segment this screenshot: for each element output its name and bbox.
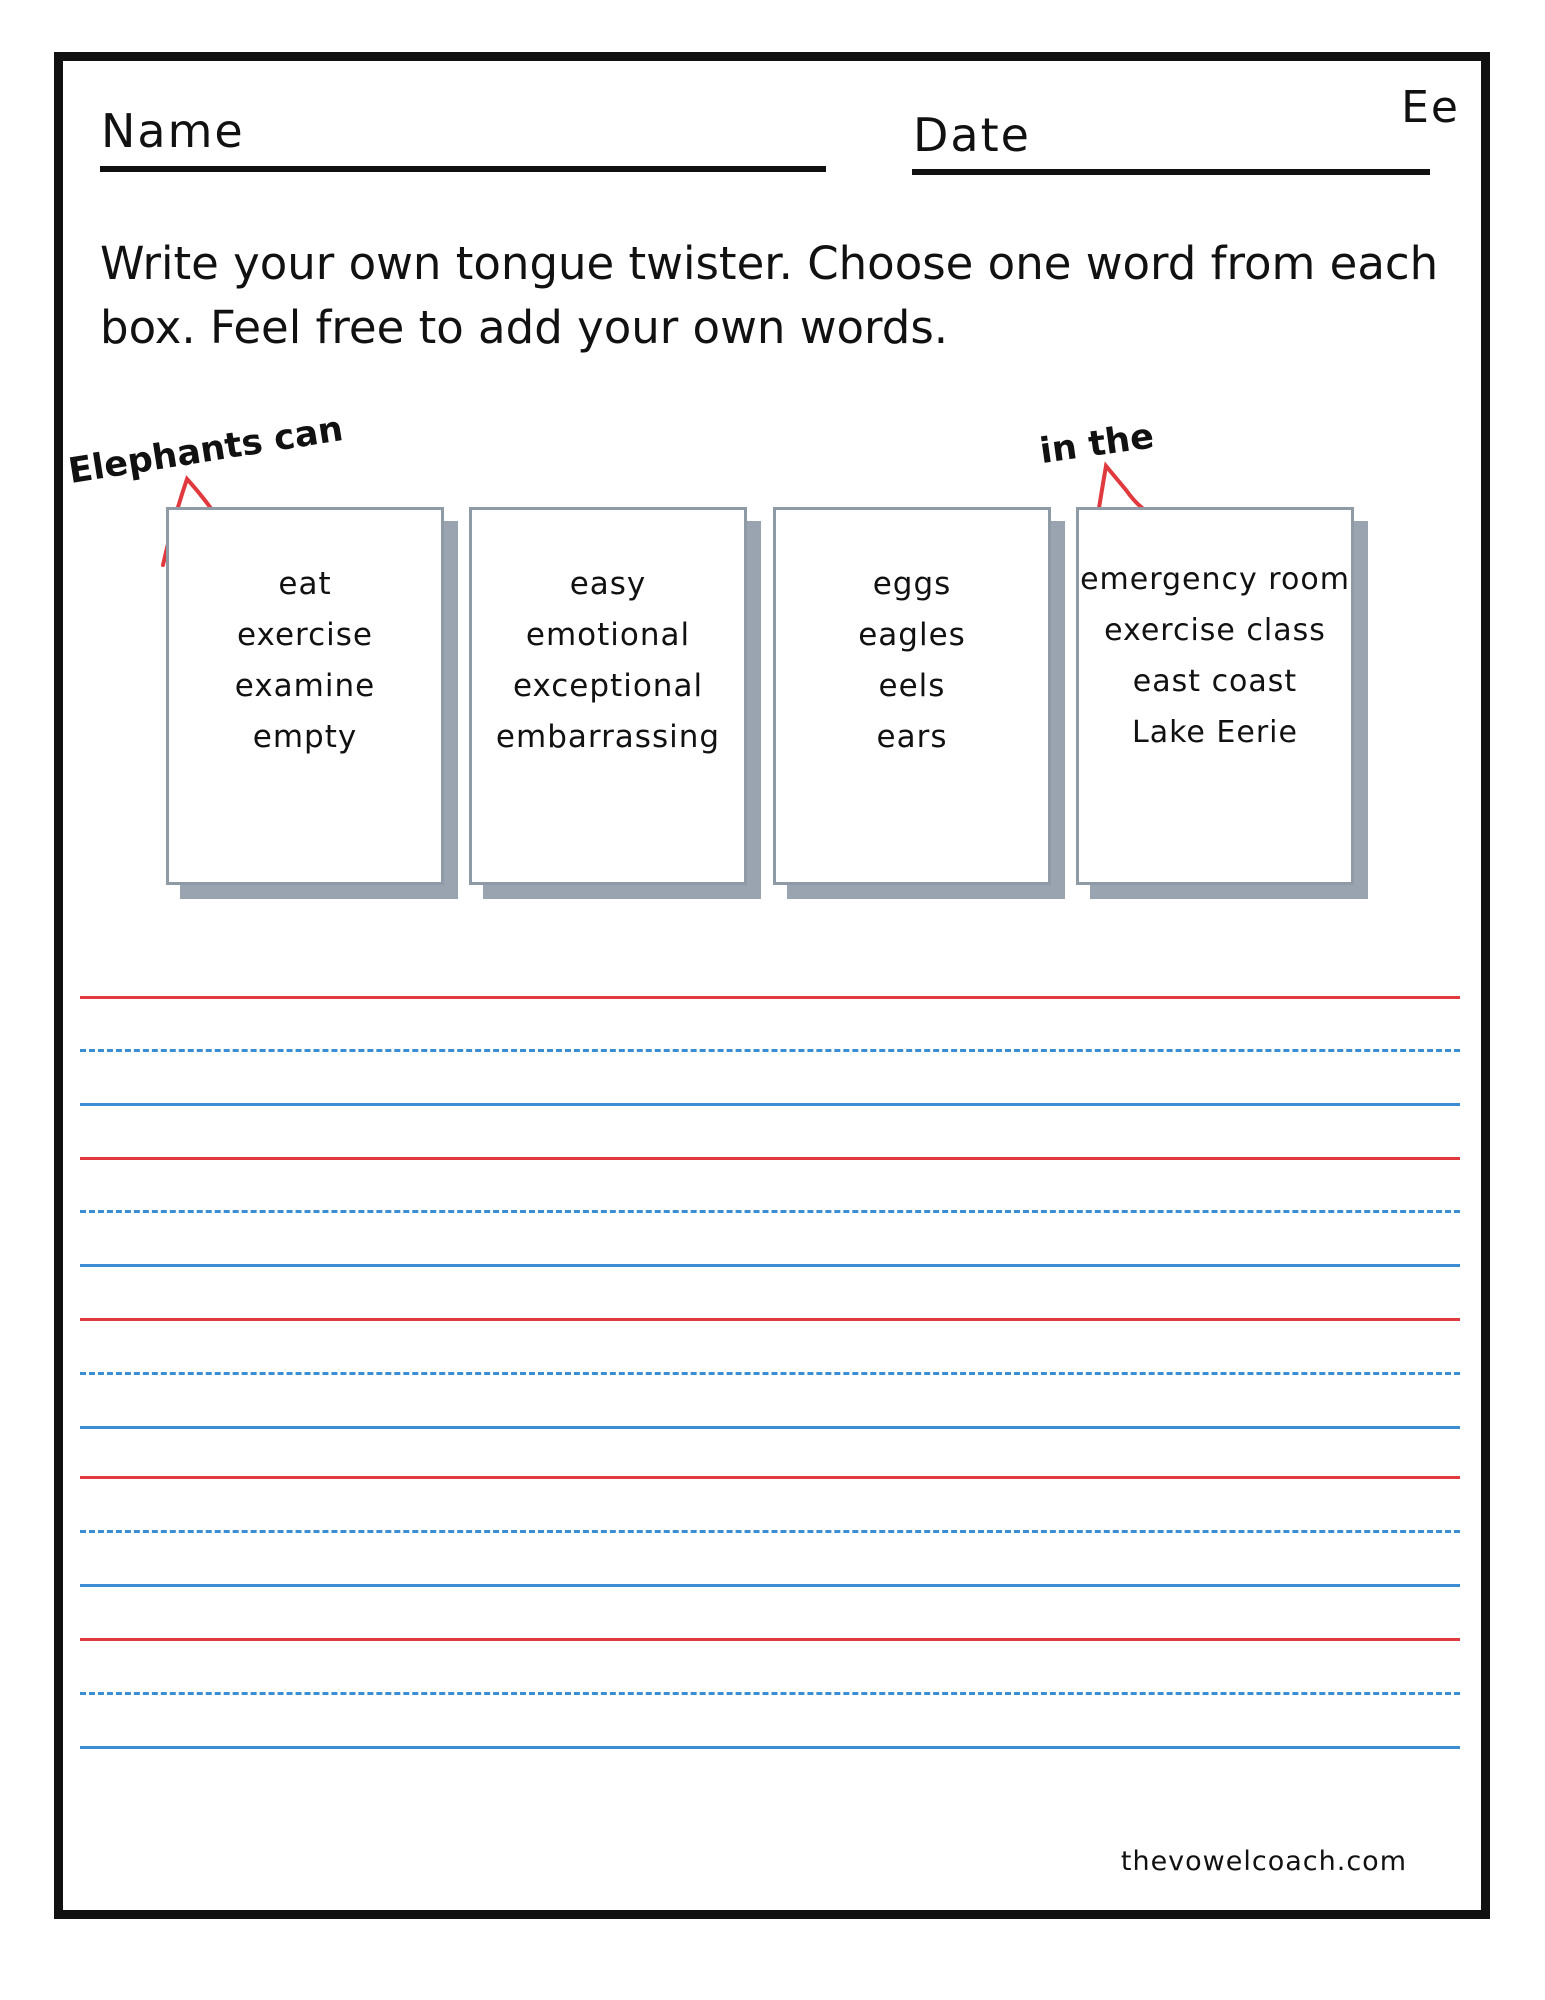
baseline bbox=[80, 1426, 1460, 1429]
midline bbox=[80, 1210, 1460, 1213]
baseline bbox=[80, 1264, 1460, 1267]
word-item: eagles bbox=[858, 617, 966, 653]
annotation-in-the: in the bbox=[1037, 416, 1157, 472]
top-line bbox=[80, 1318, 1460, 1321]
word-item: eat bbox=[278, 566, 332, 602]
annotation-elephants-can: Elephants can bbox=[65, 409, 346, 492]
word-item: exceptional bbox=[512, 668, 704, 704]
top-line bbox=[80, 1638, 1460, 1641]
footer-website: thevowelcoach.com bbox=[1120, 1846, 1407, 1877]
word-item: embarrassing bbox=[495, 719, 721, 755]
top-line bbox=[80, 1157, 1460, 1160]
instructions-text: Write your own tongue twister. Choose one word from each box. Feel free to add your own words. bbox=[100, 237, 1439, 354]
word-item: emotional bbox=[525, 617, 691, 653]
word-item: easy bbox=[569, 566, 647, 602]
name-label: Name bbox=[101, 104, 245, 158]
midline bbox=[80, 1692, 1460, 1695]
word-item: Lake Eerie bbox=[1132, 715, 1298, 750]
midline bbox=[80, 1372, 1460, 1375]
handwriting-lines[interactable] bbox=[80, 0, 1460, 2000]
baseline bbox=[80, 1103, 1460, 1106]
top-line bbox=[80, 996, 1460, 999]
top-line bbox=[80, 1476, 1460, 1479]
baseline bbox=[80, 1746, 1460, 1749]
date-label: Date bbox=[913, 108, 1031, 162]
word-item: examine bbox=[234, 668, 376, 704]
midline bbox=[80, 1049, 1460, 1052]
word-item: exercise class bbox=[1104, 613, 1326, 648]
word-item: emergency room bbox=[1080, 562, 1350, 597]
letter-label: Ee bbox=[1401, 82, 1460, 133]
word-item: ears bbox=[876, 719, 948, 755]
word-item: exercise bbox=[237, 617, 373, 653]
baseline bbox=[80, 1584, 1460, 1587]
word-item: eggs bbox=[872, 566, 952, 602]
word-item: east coast bbox=[1132, 664, 1298, 699]
word-item: empty bbox=[252, 719, 358, 755]
word-item: eels bbox=[878, 668, 946, 704]
midline bbox=[80, 1530, 1460, 1533]
